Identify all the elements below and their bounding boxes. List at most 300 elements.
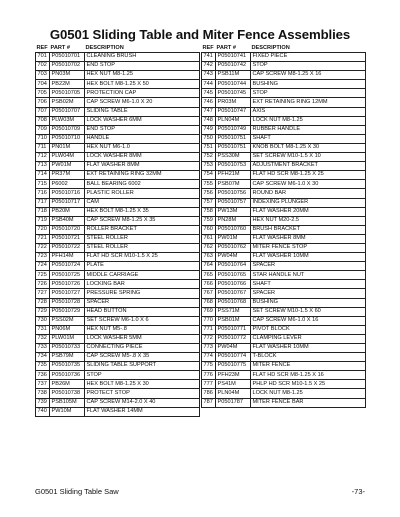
part-number-cell: PSB01M [216,316,251,325]
table-row [202,116,366,125]
table-row [202,380,366,389]
description-cell: CAP SCREW M8-1.25 X 16 [251,71,366,80]
description-cell: LOCK WASHER 8MM [85,153,200,162]
ref-cell: 787 [202,398,216,407]
table-row [202,234,366,243]
ref-cell: 734 [36,353,50,362]
ref-cell: 759 [202,216,216,225]
ref-cell: 763 [202,253,216,262]
description-header: DESCRIPTION [85,45,124,52]
description-cell: CONNECTING PIECE [85,344,200,353]
ref-cell: 747 [202,107,216,116]
part-number-cell: PN06M [50,325,85,334]
part-number-cell: PW01M [50,162,85,171]
description-cell: FLAT HD SCR M8-1.25 X 25 [251,171,366,180]
table-row [36,298,200,307]
table-row [36,143,200,152]
part-number-cell: P05010762 [216,243,251,252]
table-row [36,80,200,89]
part-number-cell: PLN04M [216,116,251,125]
table-row [36,53,200,62]
description-cell: KNOB BOLT M8-1.25 X 30 [251,143,366,152]
ref-cell: 766 [202,280,216,289]
description-cell: CAP SCREW M6-1.0 X 20 [85,98,200,107]
table-row [36,116,200,125]
ref-cell: 736 [36,371,50,380]
table-row [202,189,366,198]
description-cell: FLAT WASHER 8MM [251,234,366,243]
ref-cell: 775 [202,362,216,371]
part-number-cell: PR03M [216,98,251,107]
table-row [202,289,366,298]
part-number-cell: P05010725 [50,271,85,280]
part-number-cell: PS41M [216,380,251,389]
ref-cell: 738 [36,389,50,398]
part-number-cell: PLW01M [50,334,85,343]
table-row [36,380,200,389]
part-number-cell: P05010753 [216,162,251,171]
ref-cell: 714 [36,171,50,180]
table-row [202,171,366,180]
table-row [36,243,200,252]
description-cell: BRUSH BRACKET [251,225,366,234]
part-number-cell: P05010765 [216,271,251,280]
ref-header: REF [36,45,48,52]
ref-cell: 767 [202,289,216,298]
part-number-cell: P05010733 [50,344,85,353]
table-row [202,398,366,407]
part-number-cell: PSB40M [50,216,85,225]
table-row [36,180,200,189]
description-cell: LOCK WASHER 6MM [85,116,200,125]
ref-cell: 718 [36,207,50,216]
ref-cell: 742 [202,62,216,71]
part-number-cell: P05010764 [216,262,251,271]
part-number-cell: PN28M [216,216,251,225]
parts-table-right-body [202,53,366,408]
ref-cell: 786 [202,389,216,398]
part-number-cell: P05010774 [216,353,251,362]
description-cell: SPACER [85,298,200,307]
table-row [36,325,200,334]
table-row [36,253,200,262]
ref-cell: 709 [36,125,50,134]
table-row [202,71,366,80]
table-row [202,389,366,398]
table-row [36,407,200,416]
description-cell: EXT RETAINING RING 12MM [251,98,366,107]
table-row [36,389,200,398]
ref-cell: 771 [202,325,216,334]
page-title: G0501 Sliding Table and Miter Fence Assemblies [49,27,351,42]
part-number-cell: P05010760 [216,225,251,234]
part-number-cell: P6002 [50,180,85,189]
table-row [202,344,366,353]
ref-cell: 739 [36,398,50,407]
ref-cell: 753 [202,162,216,171]
ref-cell: 721 [36,234,50,243]
footer-manual-name: G0501 Sliding Table Saw [35,487,119,496]
ref-cell: 752 [202,153,216,162]
description-cell: INDEXING PLUNGER [251,198,366,207]
part-number-cell: P05010720 [50,225,85,234]
table-row [36,125,200,134]
ref-cell: 719 [36,216,50,225]
part-number-cell: PLN04M [216,389,251,398]
description-cell: FLAT HD SCR M10-1.5 X 25 [85,253,200,262]
ref-cell: 768 [202,298,216,307]
ref-cell: 744 [202,80,216,89]
part-number-cell: P05010742 [216,62,251,71]
description-cell: CLAMPING LEVER [251,334,366,343]
description-cell: END STOP [85,62,200,71]
table-row [36,371,200,380]
description-cell: PHLP HD SCR M10-1.5 X 25 [251,380,366,389]
ref-cell: 764 [202,262,216,271]
description-cell: SET SCREW M6-1.0 X 6 [85,316,200,325]
description-cell: MIDDLE CARRIAGE [85,271,200,280]
part-number-cell: P05010716 [50,189,85,198]
description-cell: FIXED PIECE [251,53,366,62]
part-number-cell: P05010768 [216,298,251,307]
table-row [202,134,366,143]
description-cell: PLASTIC ROLLER [85,189,200,198]
description-cell: CAP SCREW M6-1.0 X 30 [251,180,366,189]
ref-cell: 774 [202,353,216,362]
part-number-cell: PN01M [50,143,85,152]
table-row [202,316,366,325]
table-row [202,225,366,234]
description-cell: CAP SCREW M6-1.0 X 16 [251,316,366,325]
part-number-cell: P05010722 [50,243,85,252]
ref-cell: 716 [36,189,50,198]
part-number-cell: P05010710 [50,134,85,143]
description-cell: CAP SCREW M14-2.0 X 40 [85,398,200,407]
parts-table-right [201,45,366,408]
table-row [202,307,366,316]
table-row [36,153,200,162]
part-number-cell: P0501787 [216,398,251,407]
table-header-row [202,45,366,53]
table-row [36,234,200,243]
part-number-cell: PB20M [50,207,85,216]
ref-cell: 757 [202,198,216,207]
ref-cell: 735 [36,362,50,371]
description-cell: PIVOT BLOCK [251,325,366,334]
ref-cell: 729 [36,307,50,316]
ref-cell: 712 [36,153,50,162]
table-row [36,334,200,343]
ref-cell: 706 [36,98,50,107]
part-number-cell: P05010772 [216,334,251,343]
table-row [202,153,366,162]
description-cell: CAP SCREW M8-1.25 X 35 [85,216,200,225]
ref-cell: 730 [36,316,50,325]
part-number-cell: P05010717 [50,198,85,207]
ref-cell: 740 [36,407,50,416]
description-cell: FLAT WASHER 20MM [251,207,366,216]
ref-cell: 726 [36,280,50,289]
ref-cell: 769 [202,307,216,316]
part-number-cell: P05010751 [216,134,251,143]
description-cell: HEX BOLT M8-1.25 X 50 [85,80,200,89]
ref-cell: 758 [202,207,216,216]
table-row [202,107,366,116]
description-cell: STOP [251,89,366,98]
description-cell: SHAFT [251,134,366,143]
ref-cell: 725 [36,271,50,280]
ref-cell: 765 [202,271,216,280]
table-row [202,207,366,216]
ref-cell: 722 [36,243,50,252]
description-cell: HEAD BUTTON [85,307,200,316]
table-row [202,334,366,343]
description-cell: CAP SCREW M5-.8 X 35 [85,353,200,362]
table-row [202,362,366,371]
ref-cell: 728 [36,298,50,307]
description-cell: LOCKING BAR [85,280,200,289]
table-row [202,253,366,262]
ref-cell: 717 [36,198,50,207]
ref-cell: 733 [36,344,50,353]
part-number-cell: P05010771 [216,325,251,334]
ref-header: REF [202,45,214,52]
table-row [36,134,200,143]
ref-cell: 727 [36,289,50,298]
table-row [202,62,366,71]
ref-cell: 741 [202,53,216,62]
description-cell: EXT RETAINING RING 32MM [85,171,200,180]
ref-cell: 703 [36,71,50,80]
part-header: PART # [50,45,70,52]
ref-cell: 772 [202,334,216,343]
table-row [202,262,366,271]
description-cell: STEEL ROLLER [85,234,200,243]
table-row [202,125,366,134]
description-cell: FLAT WASHER 14MM [85,407,200,416]
ref-cell: 750 [202,134,216,143]
description-cell: ADJUSTMENT BRACKET [251,162,366,171]
part-number-cell: P05010744 [216,80,251,89]
description-cell: STEEL ROLLER [85,243,200,252]
ref-cell: 701 [36,53,50,62]
description-cell: SLIDING TABLE [85,107,200,116]
description-cell: HEX BOLT M8-1.25 X 35 [85,207,200,216]
footer-page-number: -73- [351,487,365,496]
part-number-cell: PLW04M [50,153,85,162]
part-number-cell: P05010701 [50,53,85,62]
ref-cell: 770 [202,316,216,325]
ref-cell: 749 [202,125,216,134]
table-row [202,98,366,107]
table-row [36,207,200,216]
table-row [36,289,200,298]
part-number-cell: PSB02M [50,98,85,107]
table-row [202,162,366,171]
table-row [36,89,200,98]
ref-cell: 702 [36,62,50,71]
part-number-cell: P05010747 [216,107,251,116]
table-row [202,198,366,207]
description-cell: HEX NUT M20-2.5 [251,216,366,225]
part-number-cell: P05010738 [50,389,85,398]
description-cell: SET SCREW M10-1.5 X 60 [251,307,366,316]
part-number-cell: P05010721 [50,234,85,243]
table-row [36,307,200,316]
ref-cell: 756 [202,189,216,198]
part-number-cell: PLW03M [50,116,85,125]
description-cell: SHAFT [251,280,366,289]
table-row [202,216,366,225]
table-row [202,271,366,280]
description-cell: T-BLOCK [251,353,366,362]
part-number-cell: P05010745 [216,89,251,98]
ref-cell: 723 [36,253,50,262]
part-number-cell: P05010727 [50,289,85,298]
table-row [36,198,200,207]
ref-cell: 704 [36,80,50,89]
ref-cell: 761 [202,234,216,243]
part-number-cell: PSB07M [216,180,251,189]
part-number-cell: PSS71M [216,307,251,316]
ref-cell: 724 [36,262,50,271]
part-number-cell: PFH14M [50,253,85,262]
description-cell: HEX NUT M6-1.0 [85,143,200,152]
ref-cell: 708 [36,116,50,125]
description-cell: END STOP [85,125,200,134]
part-number-cell: PR37M [50,171,85,180]
description-cell: FLAT HD SCR M8-1.25 X 16 [251,371,366,380]
table-row [202,180,366,189]
table-row [36,398,200,407]
part-number-cell: P05010751 [216,143,251,152]
part-number-cell: PFH21M [216,171,251,180]
description-cell: SPACER [251,262,366,271]
description-cell: SET SCREW M10-1.5 X 10 [251,153,366,162]
part-number-cell: P05010735 [50,362,85,371]
table-row [202,371,366,380]
description-cell: HEX BOLT M8-1.25 X 30 [85,380,200,389]
ref-cell: 748 [202,116,216,125]
table-row [36,189,200,198]
table-row [36,225,200,234]
ref-cell: 705 [36,89,50,98]
part-number-cell: P05010736 [50,371,85,380]
part-number-cell: PSB79M [50,353,85,362]
description-cell: PROTECT STOP [85,389,200,398]
description-cell: STAR HANDLE NUT [251,271,366,280]
ref-cell: 710 [36,134,50,143]
ref-cell: 720 [36,225,50,234]
ref-cell: 737 [36,380,50,389]
ref-cell: 776 [202,371,216,380]
ref-cell: 754 [202,171,216,180]
description-cell: STOP [251,62,366,71]
part-number-cell: PW01M [216,234,251,243]
description-cell: HEX NUT M8-1.25 [85,71,200,80]
ref-cell: 745 [202,89,216,98]
table-row [36,353,200,362]
part-number-cell: PN03M [50,71,85,80]
description-cell: PRESSURE SPRING [85,289,200,298]
part-number-cell: P05010709 [50,125,85,134]
table-row [202,298,366,307]
part-number-cell: P05010728 [50,298,85,307]
table-row [36,98,200,107]
part-number-cell: PW10M [50,407,85,416]
table-row [202,325,366,334]
table-row [36,62,200,71]
table-row [36,216,200,225]
ref-cell: 707 [36,107,50,116]
description-cell: FLAT WASHER 8MM [85,162,200,171]
table-row [36,162,200,171]
part-number-cell: PW04M [216,344,251,353]
table-row [36,71,200,80]
table-row [202,280,366,289]
description-cell: BALL BEARING 6002 [85,180,200,189]
part-number-cell: P05010767 [216,289,251,298]
table-row [36,262,200,271]
part-number-cell: P05010705 [50,89,85,98]
ref-cell: 760 [202,225,216,234]
description-cell: LOCK NUT M8-1.25 [251,389,366,398]
table-row [36,344,200,353]
ref-cell: 743 [202,71,216,80]
part-number-cell: P05010766 [216,280,251,289]
description-cell: FLAT WASHER 10MM [251,344,366,353]
ref-cell: 715 [36,180,50,189]
part-number-cell: P05010729 [50,307,85,316]
part-number-cell: P05010707 [50,107,85,116]
description-cell: CLEANING BRUSH [85,53,200,62]
part-number-cell: P05010749 [216,125,251,134]
table-row [36,171,200,180]
parts-table-left [35,45,200,417]
part-number-cell: PSB11M [216,71,251,80]
part-number-cell: PB26M [50,380,85,389]
ref-cell: 731 [36,325,50,334]
part-number-cell: PSS02M [50,316,85,325]
part-number-cell: P05010724 [50,262,85,271]
description-cell: LOCK NUT M8-1.25 [251,116,366,125]
description-cell: ROLLER BRACKET [85,225,200,234]
parts-table-left-body [36,53,200,417]
table-row [36,107,200,116]
ref-cell: 777 [202,380,216,389]
part-header: PART # [216,45,236,52]
table-row [202,53,366,62]
table-header-row [36,45,200,53]
description-cell: AXIS [251,107,366,116]
description-header: DESCRIPTION [251,45,290,52]
description-cell: FLAT WASHER 10MM [251,253,366,262]
ref-cell: 751 [202,143,216,152]
ref-cell: 711 [36,143,50,152]
ref-cell: 732 [36,334,50,343]
description-cell: STOP [85,371,200,380]
description-cell: SPACER [251,289,366,298]
description-cell: BUSHING [251,298,366,307]
part-number-cell: PW04M [216,253,251,262]
ref-cell: 746 [202,98,216,107]
description-cell: HANDLE [85,134,200,143]
description-cell: CAM [85,198,200,207]
description-cell: BUSHING [251,80,366,89]
part-number-cell: PFH23M [216,371,251,380]
table-row [202,143,366,152]
description-cell: SLIDING TABLE SUPPORT [85,362,200,371]
